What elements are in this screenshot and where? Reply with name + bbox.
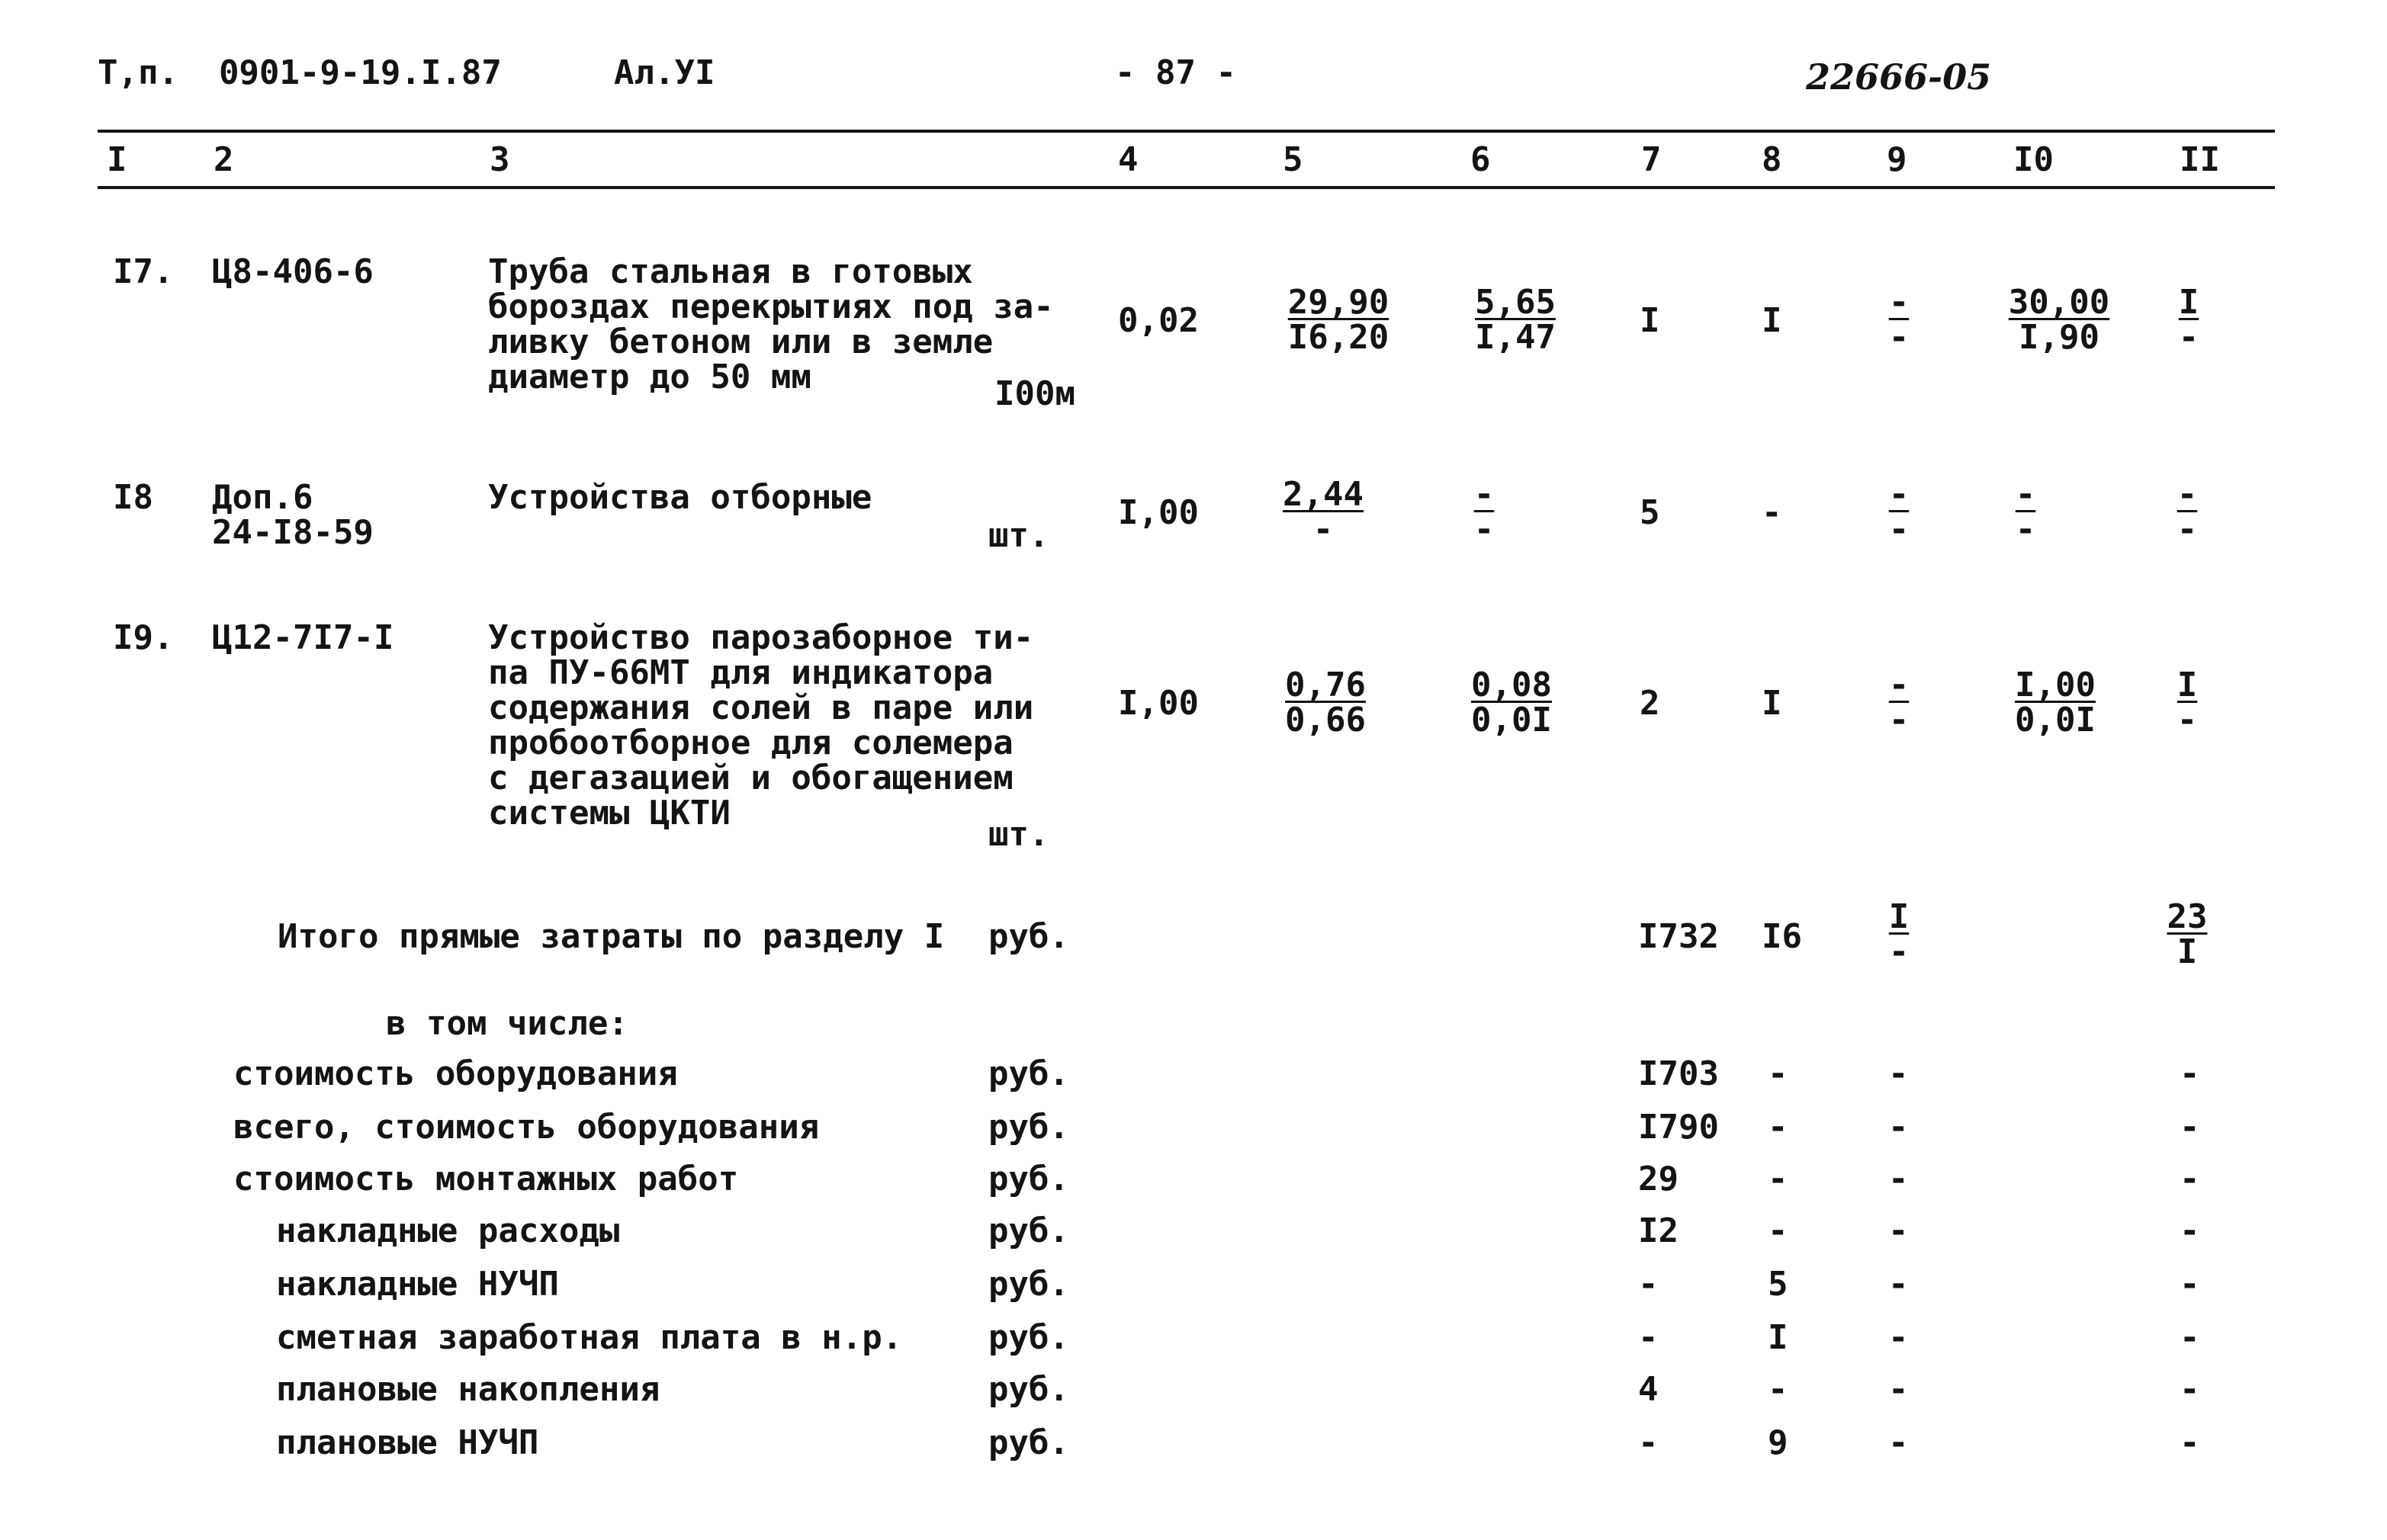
col-header-11: II (2180, 140, 2220, 179)
summary-unit: руб. (988, 1423, 1069, 1462)
summary-col11: - (2180, 1423, 2200, 1462)
cell-col9: - - (1888, 666, 1910, 740)
summary-col7: I790 (1638, 1108, 1719, 1147)
summary-col9: - (1888, 1054, 1909, 1093)
summary-col8: - (1768, 1211, 1788, 1250)
cell-col10: - - (2015, 475, 2036, 549)
summary-col7: - (1638, 1265, 1659, 1304)
row-code: Ц12-7I7-I (212, 618, 394, 657)
summary-unit: руб. (988, 1318, 1069, 1357)
total-col8: I6 (1762, 917, 1802, 956)
summary-label: всего, стоимость оборудования (233, 1108, 820, 1147)
doc-reference: Т,п. 0901-9-19.I.87 (98, 53, 502, 92)
cell-col11: I - (2178, 283, 2199, 357)
cell-col8: I (1762, 301, 1782, 340)
summary-col7: - (1638, 1318, 1659, 1357)
summary-col11: - (2180, 1054, 2200, 1093)
total-col11: $\frac{23}{I}$ (2167, 897, 2208, 971)
document-code: 22666-05 (1806, 56, 1992, 98)
summary-col8: - (1768, 1054, 1788, 1093)
summary-label: сметная заработная плата в н.р. (276, 1318, 903, 1357)
summary-col11: - (2180, 1370, 2200, 1409)
summary-col9: - (1888, 1318, 1909, 1357)
summary-col8: I (1768, 1318, 1788, 1357)
summary-unit: руб. (988, 1108, 1069, 1147)
summary-col9: - (1888, 1265, 1909, 1304)
summary-unit: руб. (988, 1211, 1069, 1250)
cell-col6: $\frac{5,65}{I,47}$ (1475, 283, 1556, 357)
cell-col10: $\frac{I,00}{0,0I}$ (2015, 666, 2096, 740)
col-header-8: 8 (1762, 140, 1782, 179)
row-desc-line: Устройство парозаборное ти- (488, 618, 1034, 657)
row-desc-line: ливку бетоном или в земле (488, 322, 994, 361)
row-desc-line: па ПУ-66МТ для индикатора (488, 653, 994, 692)
summary-col11: - (2180, 1211, 2200, 1250)
total-unit: руб. (988, 917, 1069, 956)
summary-col9: - (1888, 1370, 1909, 1409)
summary-col7: 29 (1638, 1160, 1679, 1198)
row-unit: шт. (988, 516, 1049, 555)
summary-label: стоимость монтажных работ (233, 1160, 739, 1198)
cell-col11: - - (2177, 475, 2198, 549)
col-header-10: I0 (2013, 140, 2054, 179)
summary-col8: - (1768, 1160, 1788, 1198)
col-header-7: 7 (1641, 140, 1662, 179)
summary-col8: 5 (1768, 1265, 1788, 1304)
col-header-1: I (107, 140, 127, 179)
sheet-label: Ал.УI (614, 53, 715, 92)
col-header-6: 6 (1470, 140, 1491, 179)
summary-col11: - (2180, 1265, 2200, 1304)
summary-label: накладные НУЧП (276, 1265, 559, 1304)
summary-unit: руб. (988, 1054, 1069, 1093)
col-header-4: 4 (1118, 140, 1139, 179)
summary-label: накладные расходы (276, 1211, 620, 1250)
total-label: Итого прямые затраты по разделу I (278, 917, 945, 956)
cell-col10: $\frac{30,00}{I,90}$ (2008, 283, 2110, 357)
summary-col11: - (2180, 1108, 2200, 1147)
col-header-2: 2 (214, 140, 234, 179)
summary-col9: - (1888, 1211, 1909, 1250)
row-unit: I00м (994, 374, 1075, 413)
summary-col7: I2 (1638, 1211, 1679, 1250)
summary-label: стоимость оборудования (233, 1054, 678, 1093)
summary-col11: - (2180, 1318, 2200, 1357)
summary-col7: - (1638, 1423, 1659, 1462)
row-code: Ц8-406-6 (212, 252, 374, 291)
cell-col7: 5 (1640, 493, 1660, 532)
summary-unit: руб. (988, 1265, 1069, 1304)
cell-col5: 2,44 - (1283, 475, 1364, 549)
cell-col6: $\frac{0,08}{0,0I}$ (1471, 666, 1552, 740)
cell-col9: - - (1888, 283, 1910, 357)
summary-col7: 4 (1638, 1370, 1659, 1409)
header-rule (98, 186, 2275, 189)
cell-col4: I,00 (1118, 493, 1199, 532)
total-col9: I - (1888, 897, 1910, 971)
total-col7: I732 (1638, 917, 1719, 956)
summary-col8: 9 (1768, 1423, 1788, 1462)
col-header-3: 3 (490, 140, 510, 179)
summary-col9: - (1888, 1160, 1909, 1198)
cell-col8: - (1762, 493, 1782, 532)
col-header-5: 5 (1283, 140, 1303, 179)
cell-col4: I,00 (1118, 684, 1199, 723)
cell-col9: - - (1888, 475, 1910, 549)
cell-col7: I (1640, 301, 1660, 340)
summary-col8: - (1768, 1108, 1788, 1147)
row-number: I7. (113, 252, 174, 291)
row-desc-line: пробоотборное для солемера (488, 723, 1014, 762)
summary-unit: руб. (988, 1160, 1069, 1198)
row-desc-line: с дегазацией и обогащением (488, 759, 1014, 797)
row-desc-line: диаметр до 50 мм (488, 358, 811, 396)
row-number: I8 (113, 478, 153, 517)
row-code: Доп.6 24-I8-59 (212, 478, 374, 552)
cell-col5: $\frac{0,76}{0,66}$ (1285, 666, 1366, 740)
including-label: в том числе: (386, 1004, 628, 1043)
summary-label: плановые НУЧП (276, 1423, 539, 1462)
col-header-9: 9 (1887, 140, 1907, 179)
page-number: - 87 - (1115, 53, 1236, 92)
summary-col9: - (1888, 1423, 1909, 1462)
cell-col7: 2 (1640, 684, 1660, 723)
cell-col6: - - (1473, 475, 1495, 549)
cell-col11: I - (2177, 666, 2198, 740)
row-desc-line: Труба стальная в готовых (488, 252, 973, 291)
summary-col9: - (1888, 1108, 1909, 1147)
summary-col8: - (1768, 1370, 1788, 1409)
summary-label: плановые накопления (276, 1370, 660, 1409)
summary-unit: руб. (988, 1370, 1069, 1409)
summary-col7: I703 (1638, 1054, 1719, 1093)
row-unit: шт. (988, 815, 1049, 854)
cell-col4: 0,02 (1118, 301, 1199, 340)
row-desc-line: содержания солей в паре или (488, 688, 1034, 727)
top-rule (98, 130, 2275, 133)
row-desc-line: бороздах перекрытиях под за- (488, 287, 1054, 326)
cell-col8: I (1762, 684, 1782, 723)
row-desc-line: Устройства отборные (488, 478, 872, 517)
row-number: I9. (113, 618, 174, 657)
cell-col5: $\frac{29,90}{I6,20}$ (1287, 283, 1389, 357)
summary-col11: - (2180, 1160, 2200, 1198)
row-desc-line: системы ЦКТИ (488, 794, 731, 833)
